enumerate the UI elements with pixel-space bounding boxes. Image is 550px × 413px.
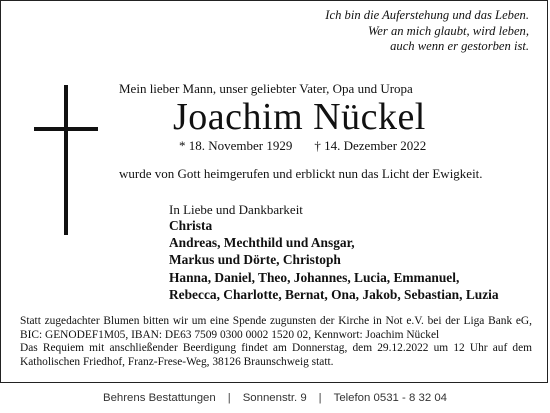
company-phone: Telefon 0531 - 8 32 04	[333, 392, 447, 404]
mourner-line: Markus und Dörte, Christoph	[169, 252, 341, 268]
company-name: Behrens Bestattungen	[102, 392, 216, 404]
quote-line: Wer an mich glaubt, wird leben,	[367, 23, 529, 38]
undertaker-footer	[0, 383, 550, 413]
quote-line: auch wenn er gestorben ist.	[390, 39, 529, 53]
mourner-line: Andreas, Mechthild und Ansgar,	[169, 235, 355, 251]
life-dates	[179, 138, 426, 154]
called-home-text: wurde von Gott heimgerufen und erblickt nun das Licht der Ewigkeit.	[119, 166, 483, 181]
mourners-list	[169, 217, 499, 303]
intro-text: Mein lieber Mann, unser geliebter Vater, Opa und Uropa	[119, 81, 413, 96]
notice-block	[20, 315, 532, 369]
separator: |	[318, 392, 322, 404]
love-line: In Liebe und Dankbarkeit	[169, 202, 303, 217]
mourner-line: Hanna, Daniel, Theo, Johannes, Lucia, Emmanuel,	[169, 269, 460, 285]
mourner-line: Rebecca, Charlotte, Bernat, Ona, Jakob, Sebastian, Luzia	[169, 286, 499, 302]
requiem-notice: Das Requiem mit anschließender Beerdigung findet am Donnerstag, dem 29.12.2022 um 12 Uhr auf dem Katholischen Friedhof, Franz-Frese-Weg, 38126 Braunschweig statt.	[20, 342, 532, 368]
mourner-line: Christa	[169, 218, 213, 233]
separator: |	[227, 392, 231, 404]
bible-quote	[325, 8, 529, 55]
birth-date: * 18. November 1929	[179, 138, 293, 153]
death-date: † 14. Dezember 2022	[314, 138, 427, 153]
donation-notice: Statt zugedachter Blumen bitten wir um eine Spende zugunsten der Kirche in Not e.V. bei der Liga Bank eG, BIC: GENODEF1M05, IBAN: DE63 7509 0300 0002 1520 02, Kennwort: Joachim Nückel	[20, 315, 532, 341]
company-address: Sonnenstr. 9	[242, 392, 307, 404]
cross-icon	[34, 85, 98, 235]
quote-line: Ich bin die Auferstehung und das Leben.	[325, 8, 529, 22]
deceased-name: Joachim Nückel	[173, 96, 426, 138]
